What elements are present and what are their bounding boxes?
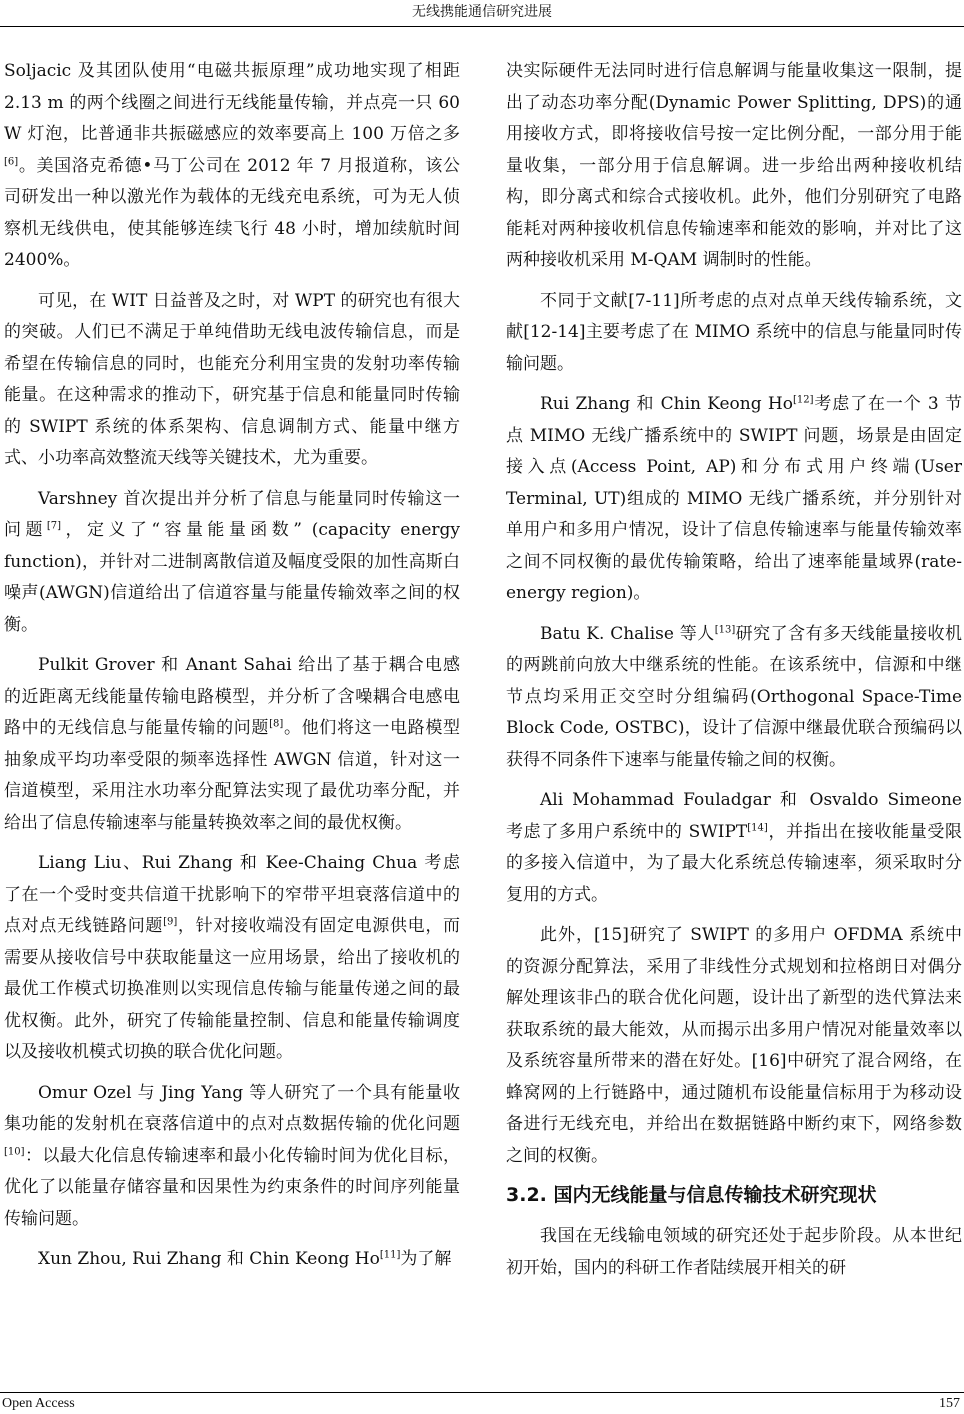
paragraph-text: 我国在无线输电领域的研究还处于起步阶段。从本世纪初开始，国内的科研工作者陆续展开相关的研	[506, 1226, 962, 1278]
citation-ref: [13]	[714, 623, 736, 635]
paragraph	[506, 56, 962, 277]
page-number: 157	[939, 1396, 960, 1411]
citation-ref: [10]	[4, 1145, 25, 1157]
citation-ref: [11]	[379, 1249, 401, 1261]
paragraph-text: 。美国洛克希德•马丁公司在 2012 年 7 月报道称，该公司研发出一种以激光作为载体的无线充电系统，可为无人侦察机无线供电，使其能够连续飞行 48 小时，增加续航时间 2400%。	[4, 155, 460, 270]
paragraph-text: 可见，在 WIT 日益普及之时，对 WPT 的研究也有很大的突破。人们已不满足于单纯借助无线电波传输信息，而是希望在传输信息的同时，也能充分利用宝贵的发射功率传输能量。在这种需求的推动下，研究基于信息和能量同时传输的 SWIPT 系统的体系架构、信息调制方式、能量中继方式、小功率高效整流天线等关键技术，尤为重要。	[4, 290, 460, 468]
paragraph-text: 研究了含有多天线能量接收机的两跳前向放大中继系统的性能。在该系统中，信源和中继节点均采用正交空时分组编码(Orthogonal Space-Time Block Code, OSTBC)，设计了信源中继最优联合预编码以获得不同条件下速率与能量传输之间的权衡。	[506, 623, 963, 770]
right-column	[506, 56, 962, 1293]
paragraph	[506, 785, 962, 911]
paragraph-text: 此外，[15]研究了 SWIPT 的多用户 OFDMA 系统中的资源分配算法，采用了非线性分式规划和拉格朗日对偶分解处理该非凸的联合优化问题，设计出了新型的迭代算法来获取系统的最大能效，从而揭示出多用户情况对能量效率以及系统容量所带来的潜在好处。[16]中研究了混合网络，在蜂窝网的上行链路中，通过随机布设能量信标用于为移动设备进行无线充电，并给出在数据链路中断约束下，网络参数之间的权衡。	[506, 925, 962, 1166]
citation-ref: [7]	[46, 520, 62, 532]
paragraph	[4, 1244, 460, 1276]
paragraph-text: ，定义了“容量能量函数” (capacity energy function)，并针对二进制离散信道及幅度受限的加性高斯白噪声(AWGN)信道给出了信道容量与能量传输效率之间的权衡。	[4, 520, 460, 635]
paragraph-text: ，针对接收端没有固定电源供电，而需要从接收信号中获取能量这一应用场景，给出了接收机的最优工作模式切换准则以实现信息传输与能量传递之间的最优权衡。此外，研究了传输能量控制、信息和能量传输调度以及接收机模式切换的联合优化问题。	[4, 916, 461, 1062]
paragraph-text: Varshney 首次提出并分析了信息与能量同时传输这一问题	[4, 488, 460, 540]
citation-ref: [9]	[163, 916, 178, 928]
paragraph	[4, 484, 460, 642]
paragraph-text: Xun Zhou, Rui Zhang 和 Chin Keong Ho	[38, 1249, 380, 1269]
paragraph	[4, 56, 460, 277]
footer-journal-label: Open Access	[2, 1396, 75, 1411]
paragraph	[506, 286, 962, 381]
citation-ref: [14]	[747, 821, 768, 833]
paragraph-text: Ali Mohammad Fouladgar 和 Osvaldo Simeone 考虑了多用户系统中的 SWIPT	[506, 790, 962, 842]
citation-ref: [6]	[4, 155, 19, 167]
paragraph-text: Batu K. Chalise 等人	[540, 623, 715, 644]
paragraph-text: Liang Liu、Rui Zhang 和 Kee-Chaing Chua 考虑了在一个受时变共信道干扰影响下的窄带平坦衰落信道中的点对点无线链路问题	[4, 853, 460, 936]
paragraph-text: Omur Ozel 与 Jing Yang 等人研究了一个具有能量收集功能的发射机在衰落信道中的点对点数据传输的优化问题	[4, 1082, 460, 1134]
running-footer	[0, 1392, 964, 1413]
paragraph	[4, 848, 460, 1069]
paragraph-text: Pulkit Grover 和 Anant Sahai 给出了基于耦合电感的近距离无线能量传输电路模型，并分析了含噪耦合电感电路中的无线信息与能量传输的问题	[4, 655, 460, 738]
paragraph	[506, 619, 962, 777]
paragraph-text: 考虑了在一个 3 节点 MIMO 无线广播系统中的 SWIPT 问题，场景是由固定接入点(Access Point, AP)和分布式用户终端(User Terminal, UT)组成的 MIMO 无线广播系统，并分别针对单用户和多用户情况，设计了信息传输速率与能量传输效率之间不同权衡的最优传输策略，给出了速率能量域界(rate-energy region)。	[506, 394, 962, 603]
paragraph	[4, 286, 460, 475]
paragraph-text: 决实际硬件无法同时进行信息解调与能量收集这一限制，提出了动态功率分配(Dynamic Power Splitting, DPS)的通用接收方式，即将接收信号按一定比例分配，一部分用于能量收集，一部分用于信息解调。进一步给出两种接收机结构，即分离式和综合式接收机。此外，他们分别研究了电路能耗对两种接收机信息传输速率和能效的影响，并对比了这两种接收机采用 M-QAM 调制时的性能。	[506, 61, 962, 270]
paragraph-text: 为了解	[400, 1249, 452, 1269]
paragraph-text: ，并指出在接收能量受限的多接入信道中，为了最大化系统总传输速率，须采取时分复用的方式。	[506, 821, 963, 905]
section-heading: 3.2. 国内无线能量与信息传输技术研究现状	[506, 1184, 877, 1206]
paragraph-text: Rui Zhang 和 Chin Keong Ho	[540, 394, 793, 414]
running-header-title: 无线携能通信研究进展	[412, 4, 552, 20]
running-header	[0, 0, 964, 27]
paragraph-text: ：以最大化信息传输速率和最小化传输时间为优化目标，优化了以能量存储容量和因果性为约束条件的时间序列能量传输问题。	[4, 1145, 460, 1229]
citation-ref: [12]	[792, 394, 814, 406]
citation-ref: [8]	[269, 718, 284, 730]
paragraph	[506, 1221, 962, 1284]
paragraph	[4, 1078, 460, 1236]
paragraph-text: 。他们将这一电路模型抽象成平均功率受限的频率选择性 AWGN 信道，针对这一信道模型，采用注水功率分配算法实现了最优功率分配，并给出了信息传输速率与能量转换效率之间的最优权衡。	[4, 718, 461, 833]
paragraph	[506, 920, 962, 1172]
paragraph	[506, 389, 962, 610]
left-column	[4, 56, 460, 1285]
paragraph-text: 不同于文献[7-11]所考虑的点对点单天线传输系统，文献[12-14]主要考虑了在 MIMO 系统中的信息与能量同时传输问题。	[506, 290, 962, 374]
paragraph-text: Soljacic 及其团队使用“电磁共振原理”成功地实现了相距 2.13 m 的两个线圈之间进行无线能量传输，并点亮一只 60 W 灯泡，比普通非共振磁感应的效率要高上 100 万倍之多	[4, 61, 460, 144]
paragraph	[4, 650, 460, 839]
